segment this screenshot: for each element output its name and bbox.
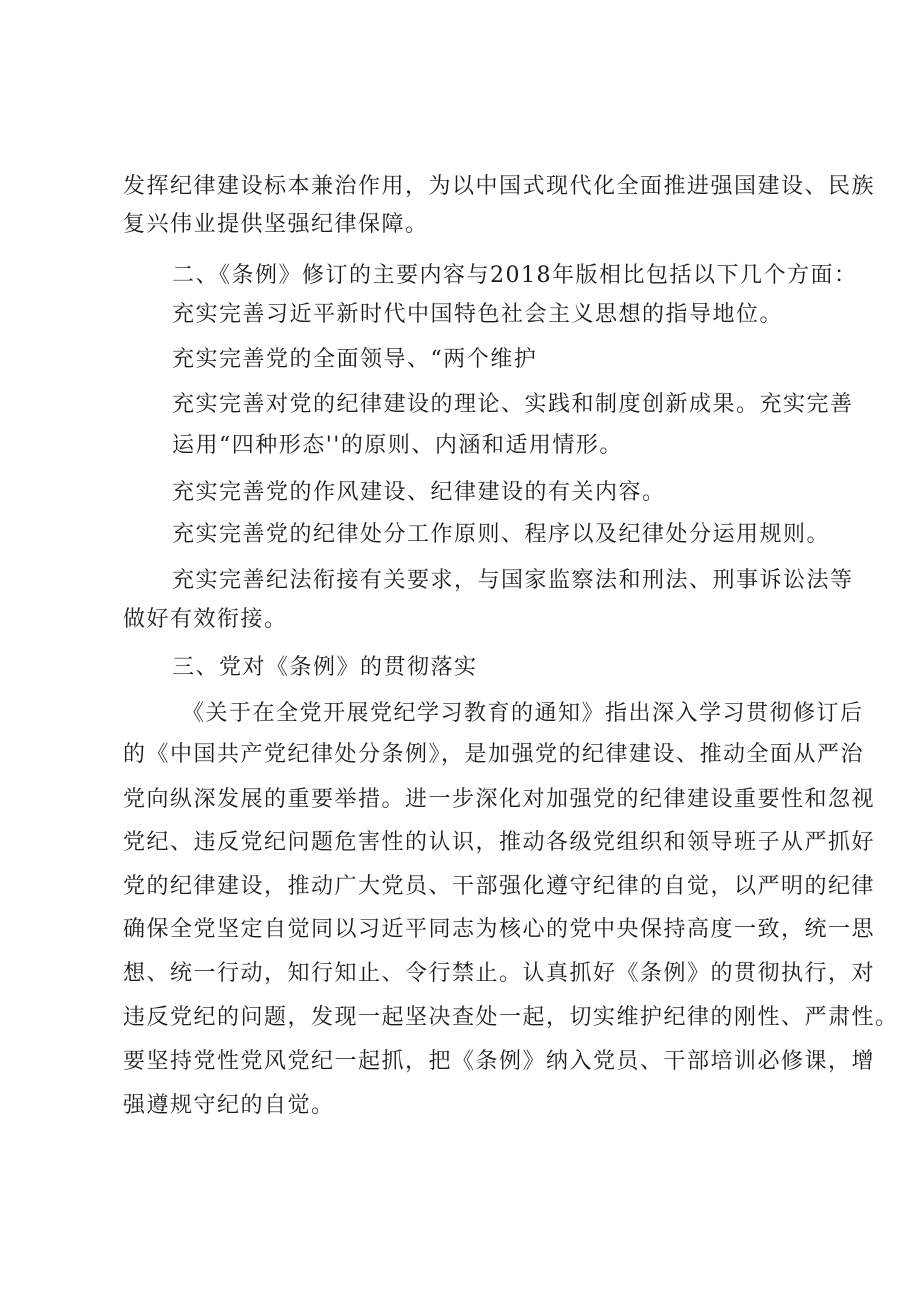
list-item-1: 充实完善习近平新时代中国特色社会主义思想的指导地位。 <box>172 302 784 327</box>
body-paragraph-line-8: 违反党纪的问题，发现一起坚决查处一起，切实维护纪律的刚性、严肃性。 <box>123 1005 899 1030</box>
list-item-5: 充实完善党的纪律处分工作原则、程序以及纪律处分运用规则。 <box>172 522 831 547</box>
list-item-3-line-2: 运用“四种形态''的原则、内涵和适用情形。 <box>172 433 623 458</box>
body-paragraph-line-9: 要坚持党性党风党纪一起抓，把《条例》纳入党员、干部培训必修课，增 <box>123 1049 876 1074</box>
list-item-4: 充实完善党的作风建设、纪律建设的有关内容。 <box>172 480 666 505</box>
section-heading-3: 三、党对《条例》的贯彻落实 <box>172 655 478 680</box>
body-paragraph-line-4: 党纪、违反党纪问题危害性的认识，推动各级党组织和领导班子从严抓好 <box>123 830 876 855</box>
body-paragraph-line-7: 想、统一行动，知行知止、令行禁止。认真抓好《条例》的贯彻执行，对 <box>123 961 876 986</box>
section-heading-2: 二、《条例》修订的主要内容与2018年版相比包括以下几个方面： <box>172 263 858 288</box>
body-paragraph-line-3: 党向纵深发展的重要举措。进一步深化对加强党的纪律建设重要性和忽视 <box>123 787 876 812</box>
list-item-6-line-2: 做好有效衔接。 <box>123 607 288 632</box>
body-paragraph-line-10: 强遵规守纪的自觉。 <box>123 1093 335 1118</box>
paragraph-1-line-1: 发挥纪律建设标本兼治作用，为以中国式现代化全面推进强国建设、民族 <box>123 174 876 199</box>
body-paragraph-line-6: 确保全党坚定自觉同以习近平同志为核心的党中央保持高度一致，统一思 <box>123 917 876 942</box>
list-item-6-line-1: 充实完善纪法衔接有关要求，与国家监察法和刑法、刑事诉讼法等 <box>172 568 854 593</box>
list-item-2: 充实完善党的全面领导、“两个维护 <box>172 347 538 372</box>
body-paragraph-line-1: 《关于在全党开展党纪学习教育的通知》指出深入学习贯彻修订后 <box>182 701 864 726</box>
paragraph-1-line-2: 复兴伟业提供坚强纪律保障。 <box>123 212 429 237</box>
body-paragraph-line-5: 党的纪律建设，推动广大党员、干部强化遵守纪律的自觉，以严明的纪律 <box>123 874 876 899</box>
list-item-3-line-1: 充实完善对党的纪律建设的理论、实践和制度创新成果。充实完善 <box>172 392 854 417</box>
body-paragraph-line-2: 的《中国共产党纪律处分条例》，是加强党的纪律建设、推动全面从严治 <box>123 742 865 767</box>
